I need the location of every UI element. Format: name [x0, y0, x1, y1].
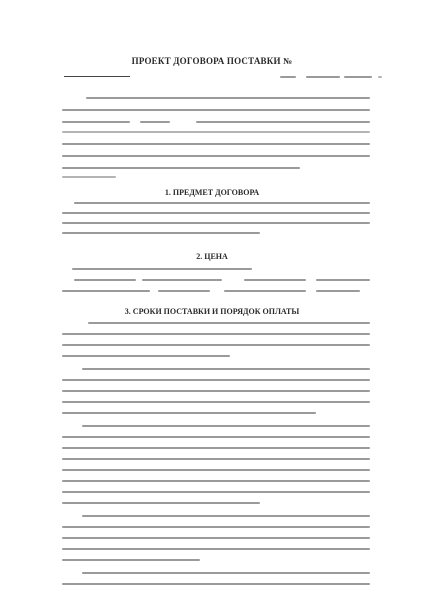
text-line — [74, 279, 136, 281]
text-line — [86, 97, 370, 99]
text-line — [62, 379, 370, 381]
text-line — [82, 368, 370, 370]
text-line — [62, 583, 370, 585]
text-line — [62, 469, 370, 471]
text-line — [62, 143, 370, 145]
text-line — [62, 167, 300, 169]
text-line — [306, 76, 340, 78]
text-line — [62, 480, 370, 482]
text-line — [62, 232, 260, 234]
text-line — [74, 202, 370, 204]
text-line — [64, 76, 130, 77]
text-line — [62, 537, 370, 539]
text-line — [62, 222, 370, 224]
text-line — [62, 436, 370, 438]
text-line — [62, 155, 370, 157]
text-line — [316, 290, 360, 292]
text-line — [142, 279, 222, 281]
text-line — [72, 268, 252, 270]
text-line — [62, 121, 130, 123]
text-line — [62, 491, 370, 493]
section-heading-delivery-payment: 3. СРОКИ ПОСТАВКИ И ПОРЯДОК ОПЛАТЫ — [124, 307, 300, 316]
text-line — [62, 355, 230, 357]
text-line — [62, 109, 370, 111]
text-line — [344, 76, 372, 78]
text-line — [82, 515, 370, 517]
text-line — [62, 333, 370, 335]
text-line — [244, 279, 306, 281]
text-line — [62, 131, 370, 133]
text-line — [62, 344, 370, 346]
section-heading-subject: 1. ПРЕДМЕТ ДОГОВОРА — [164, 188, 260, 197]
document-title: ПРОЕКТ ДОГОВОРА ПОСТАВКИ № — [131, 56, 293, 66]
text-line — [62, 447, 370, 449]
text-line — [140, 121, 170, 123]
text-line — [316, 279, 370, 281]
text-line — [62, 412, 316, 414]
text-line — [88, 322, 370, 324]
text-line — [280, 76, 296, 78]
text-line — [62, 559, 200, 561]
text-line — [62, 176, 116, 178]
text-line — [62, 526, 370, 528]
text-line — [62, 401, 370, 403]
text-line — [82, 425, 370, 427]
section-heading-price: 2. ЦЕНА — [196, 252, 228, 261]
text-line — [62, 390, 370, 392]
text-line — [224, 290, 306, 292]
text-line — [62, 290, 150, 292]
text-line — [158, 290, 210, 292]
text-line — [62, 548, 370, 550]
text-line — [62, 502, 260, 504]
text-line — [196, 121, 370, 123]
text-line — [62, 212, 370, 214]
text-line — [62, 458, 370, 460]
text-line — [82, 572, 370, 574]
text-line — [378, 76, 382, 78]
